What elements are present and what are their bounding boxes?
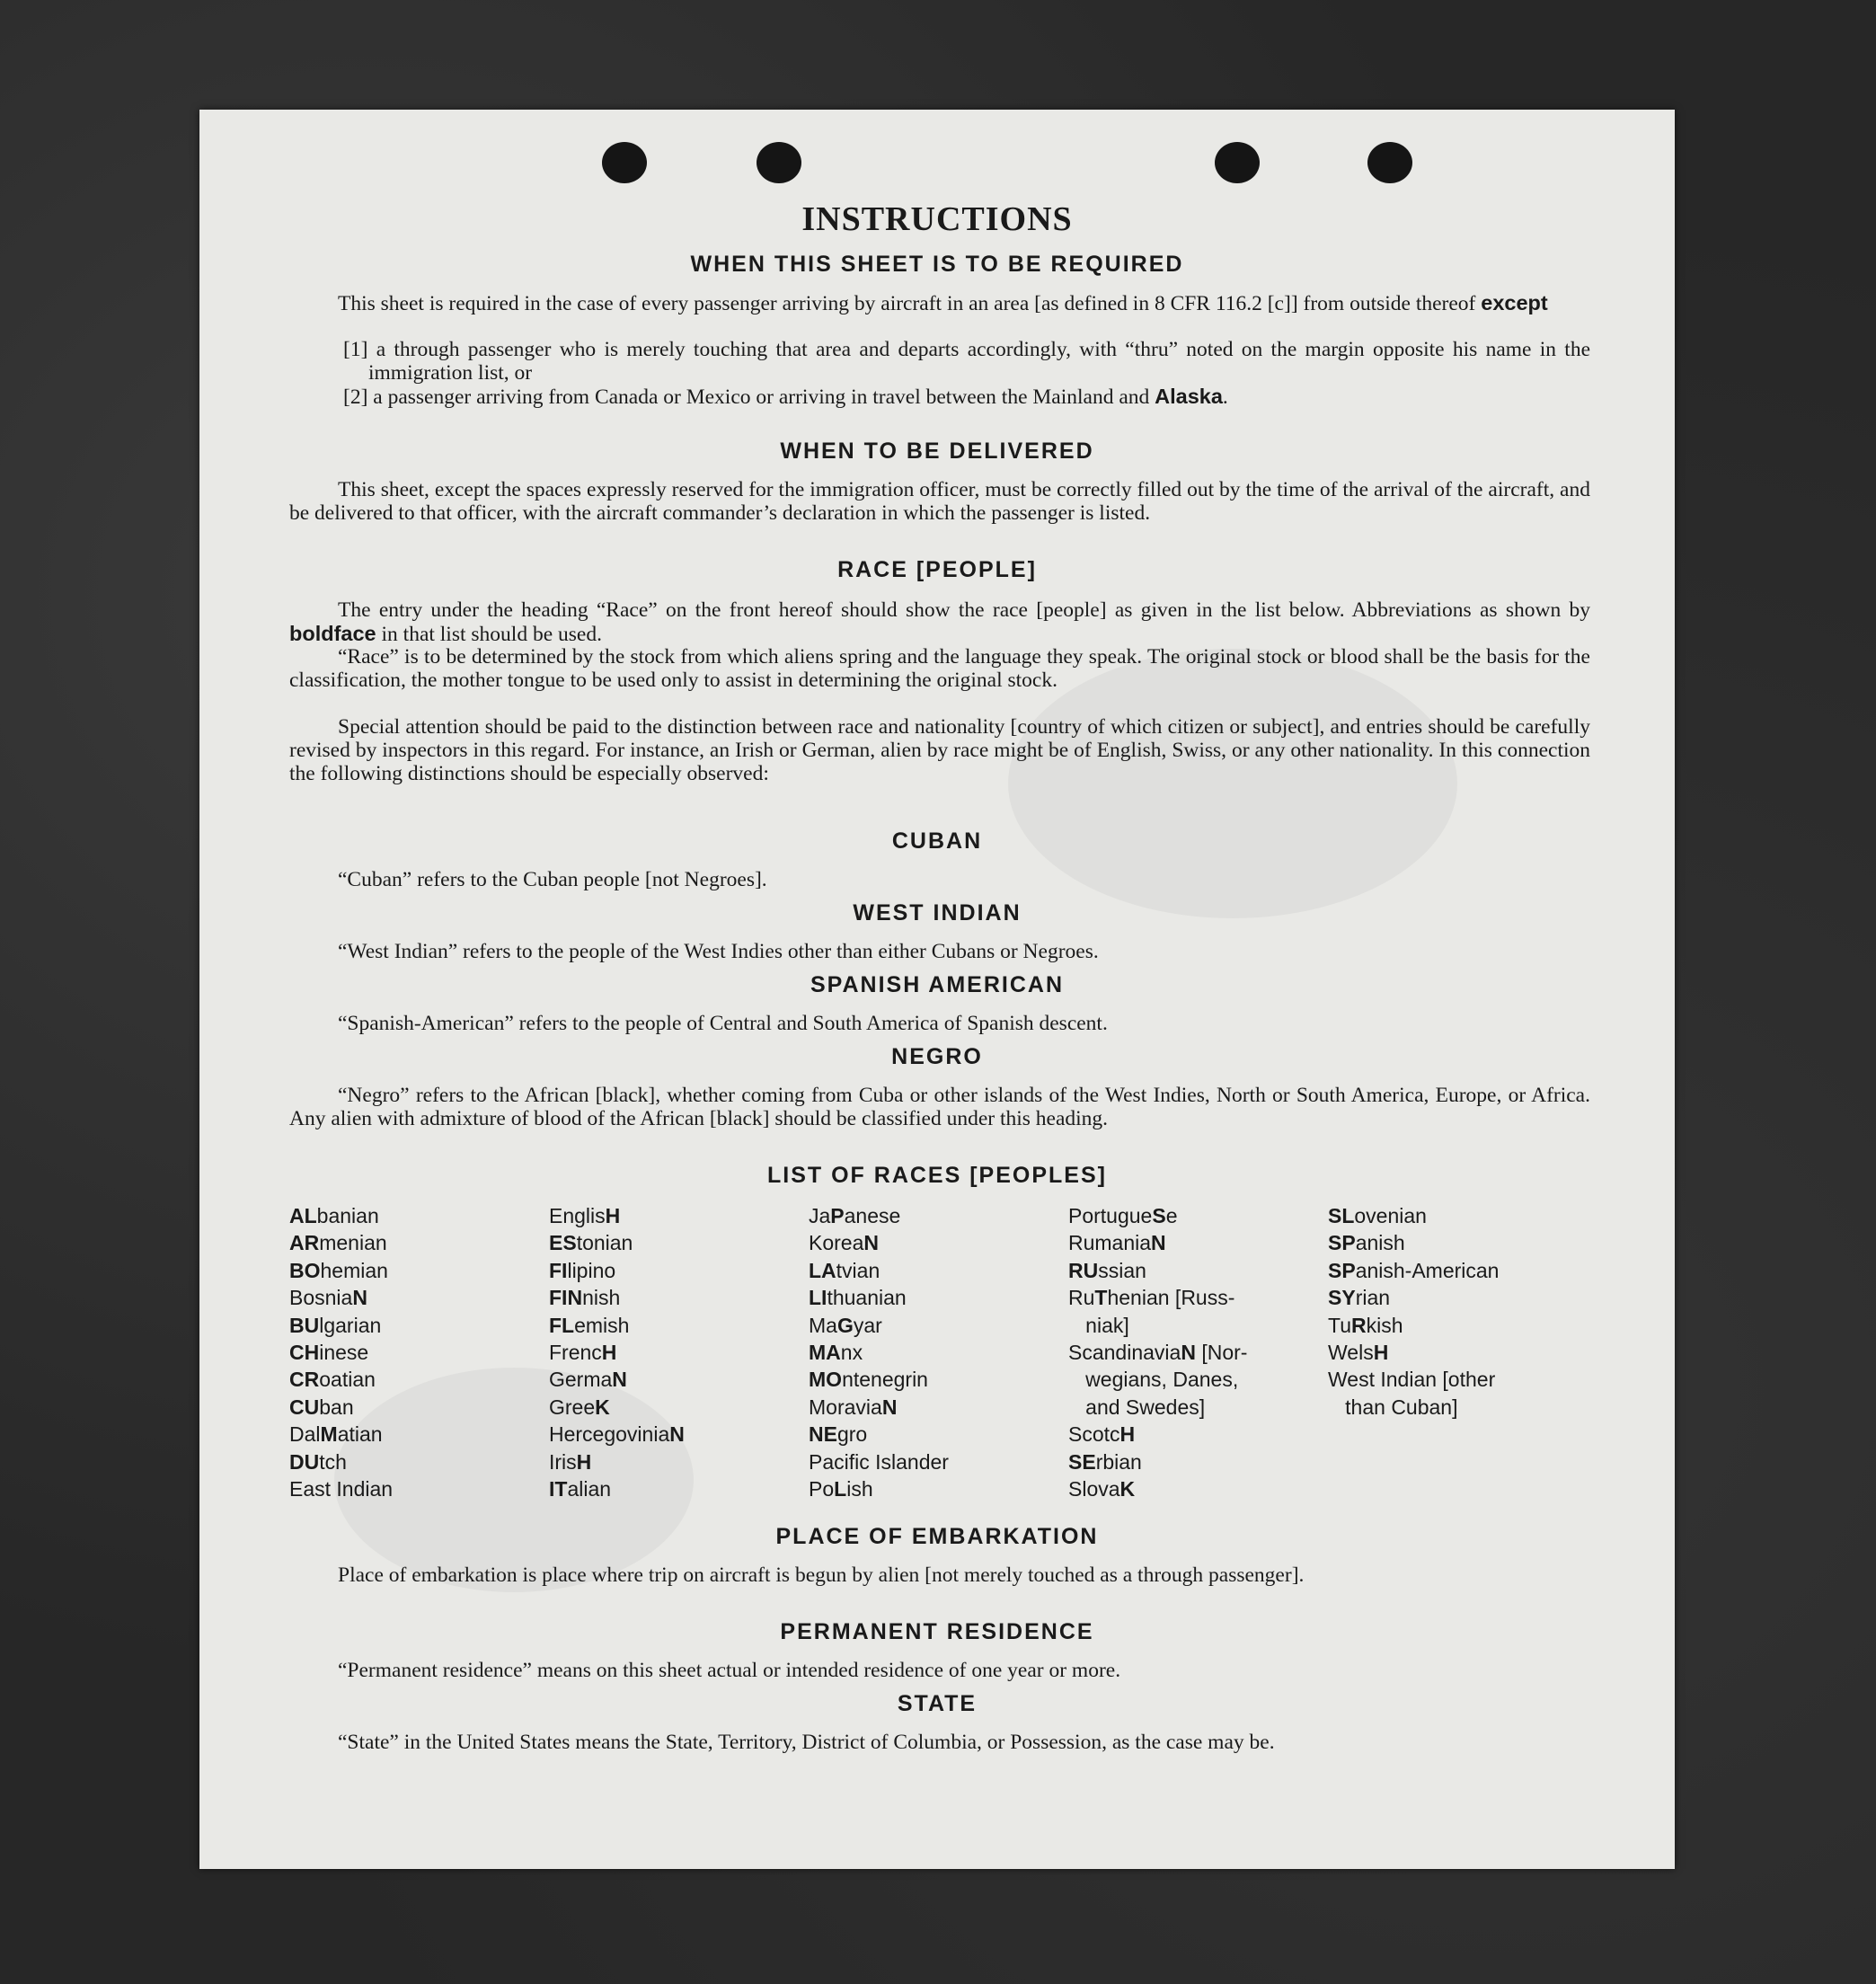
heading-embarkation: PLACE OF EMBARKATION	[775, 1524, 1099, 1549]
race-entry: ScandinaviaN [Nor-	[1068, 1341, 1248, 1365]
race-entry: JaPanese	[809, 1204, 901, 1227]
punch-hole-3	[1215, 142, 1260, 183]
race-entry: TuRkish	[1328, 1313, 1403, 1337]
race-entry: SErbian	[1068, 1449, 1142, 1474]
race-column-1	[289, 1202, 549, 1502]
heading-cuban: CUBAN	[891, 828, 983, 854]
race-entry: NEgro	[809, 1422, 868, 1447]
race-entry: West Indian [other	[1328, 1368, 1496, 1392]
race-entry: CRoatian	[289, 1368, 376, 1392]
race-entry: MaGyar	[809, 1313, 882, 1337]
race-entry: BosniaN	[289, 1286, 367, 1310]
race-entry: wegians, Danes,	[1068, 1368, 1239, 1392]
required-intro: This sheet is required in the case of every passenger arriving by aircraft in an area [as defined in 8 CFR 116.2 [c]] from outside thereof except	[338, 291, 1548, 315]
required-item-1: [1] a through passenger who is merely touching that area and departs accordingly, with “thru” noted on the margin opposite his name in the immigration list, or	[343, 338, 1591, 385]
race-entry: RuThenian [Russ-	[1068, 1286, 1235, 1310]
cuban-text: “Cuban” refers to the Cuban people [not Negroes].	[338, 868, 767, 891]
race-entry: PortugueSe	[1068, 1204, 1178, 1227]
race-entry: CHinese	[289, 1341, 369, 1365]
race-entry: HercegoviniaN	[549, 1422, 685, 1447]
race-entry: MoraviaN	[809, 1395, 898, 1419]
spanish-american-text: “Spanish-American” refers to the people of Central and South America of Spanish descent.	[338, 1012, 1108, 1035]
race-entry: BOhemian	[289, 1258, 388, 1282]
race-entry: ITalian	[549, 1477, 612, 1501]
race-entry: and Swedes]	[1068, 1395, 1206, 1419]
race-entry: ScotcH	[1068, 1422, 1136, 1447]
race-entry: MAnx	[809, 1341, 863, 1365]
race-entry: PoLish	[809, 1477, 873, 1501]
punch-hole-1	[602, 142, 647, 183]
heading-state: STATE	[897, 1691, 978, 1716]
negro-text: “Negro” refers to the African [black], whether coming from Cuba or other islands of the West Indies, North or South America, Europe, or Africa. Any alien with admixture of blood of the African [black] should be classified under this heading.	[289, 1084, 1590, 1130]
race-entry: FIlipino	[549, 1258, 616, 1282]
race-entry: East Indian	[289, 1477, 394, 1501]
race-entry: MOntenegrin	[809, 1368, 928, 1392]
heading-west-indian: WEST INDIAN	[853, 900, 1022, 926]
heading-delivered: WHEN TO BE DELIVERED	[780, 438, 1094, 464]
race-entry: niak]	[1068, 1313, 1129, 1337]
heading-negro: NEGRO	[891, 1044, 983, 1069]
race-paragraph-1: The entry under the heading “Race” on the front hereof should show the race [people] as given in the list below. Abbreviations as shown by boldface in that list should be used.	[289, 598, 1590, 646]
race-entry: EnglisH	[549, 1204, 621, 1227]
race-entry: FLemish	[549, 1313, 630, 1337]
race-entry: FINnish	[549, 1286, 621, 1310]
state-text: “State” in the United States means the State, Territory, District of Columbia, or Possession, as the case may be.	[338, 1731, 1275, 1754]
race-entry: LIthuanian	[809, 1286, 907, 1310]
race-entry: DalMatian	[289, 1422, 383, 1447]
race-paragraph-2: “Race” is to be determined by the stock from which aliens spring and the language they speak. The original stock or blood shall be the basis for the classification, the mother tongue to be used only to assist in determining the original stock.	[289, 645, 1590, 692]
punch-hole-4	[1367, 142, 1412, 183]
race-column-3	[809, 1202, 1068, 1502]
instruction-sheet	[199, 110, 1675, 1869]
heading-list-of-races: LIST OF RACES [PEOPLES]	[767, 1163, 1107, 1188]
punch-hole-2	[757, 142, 801, 183]
race-entry: Pacific Islander	[809, 1449, 949, 1474]
race-entry: RumaniaN	[1068, 1231, 1166, 1255]
race-entry: WelsH	[1328, 1341, 1389, 1365]
race-column-4	[1068, 1202, 1328, 1502]
race-entry: SPanish-American	[1328, 1258, 1500, 1282]
race-entry: SlovaK	[1068, 1477, 1136, 1501]
race-entry: than Cuban]	[1328, 1395, 1458, 1419]
race-entry: IrisH	[549, 1449, 592, 1474]
race-entry: CUban	[289, 1395, 354, 1419]
race-entry: KoreaN	[809, 1231, 879, 1255]
heading-residence: PERMANENT RESIDENCE	[780, 1619, 1094, 1644]
heading-spanish-american: SPANISH AMERICAN	[810, 972, 1064, 997]
race-entry: RUssian	[1068, 1258, 1146, 1282]
race-entry: EStonian	[549, 1231, 633, 1255]
race-entry: FrencH	[549, 1341, 617, 1365]
race-entry: SPanish	[1328, 1231, 1405, 1255]
race-entry: ALbanian	[289, 1204, 379, 1227]
race-entry: GermaN	[549, 1368, 627, 1392]
race-entry: SLovenian	[1328, 1204, 1427, 1227]
required-item-2: [2] a passenger arriving from Canada or Mexico or arriving in travel between the Mainland and Alaska.	[343, 385, 1228, 409]
race-entry: LAtvian	[809, 1258, 880, 1282]
race-list	[289, 1202, 1619, 1502]
race-entry: GreeK	[549, 1395, 610, 1419]
race-column-5	[1328, 1202, 1588, 1502]
race-entry: SYrian	[1328, 1286, 1391, 1310]
race-entry: ARmenian	[289, 1231, 387, 1255]
race-entry: BUlgarian	[289, 1313, 382, 1337]
page-title: INSTRUCTIONS	[801, 200, 1073, 238]
residence-text: “Permanent residence” means on this sheet actual or intended residence of one year or more.	[338, 1659, 1121, 1682]
heading-required: WHEN THIS SHEET IS TO BE REQUIRED	[690, 252, 1184, 277]
heading-race: RACE [PEOPLE]	[837, 557, 1037, 582]
embarkation-text: Place of embarkation is place where trip on aircraft is begun by alien [not merely touched as a through passenger].	[338, 1563, 1305, 1587]
delivered-text: This sheet, except the spaces expressly reserved for the immigration officer, must be correctly filled out by the time of the arrival of the aircraft, and be delivered to that officer, with the aircraft commander’s declaration in which the passenger is listed.	[289, 478, 1590, 525]
race-entry: DUtch	[289, 1449, 347, 1474]
race-column-2	[549, 1202, 809, 1502]
west-indian-text: “West Indian” refers to the people of the West Indies other than either Cubans or Negroes.	[338, 940, 1099, 963]
race-paragraph-3: Special attention should be paid to the distinction between race and nationality [country of which citizen or subject], and entries should be carefully revised by inspectors in this regard. For instance, an Irish or German, alien by race might be of English, Swiss, or any other nationality. In this connection the following distinctions should be especially observed:	[289, 715, 1590, 785]
